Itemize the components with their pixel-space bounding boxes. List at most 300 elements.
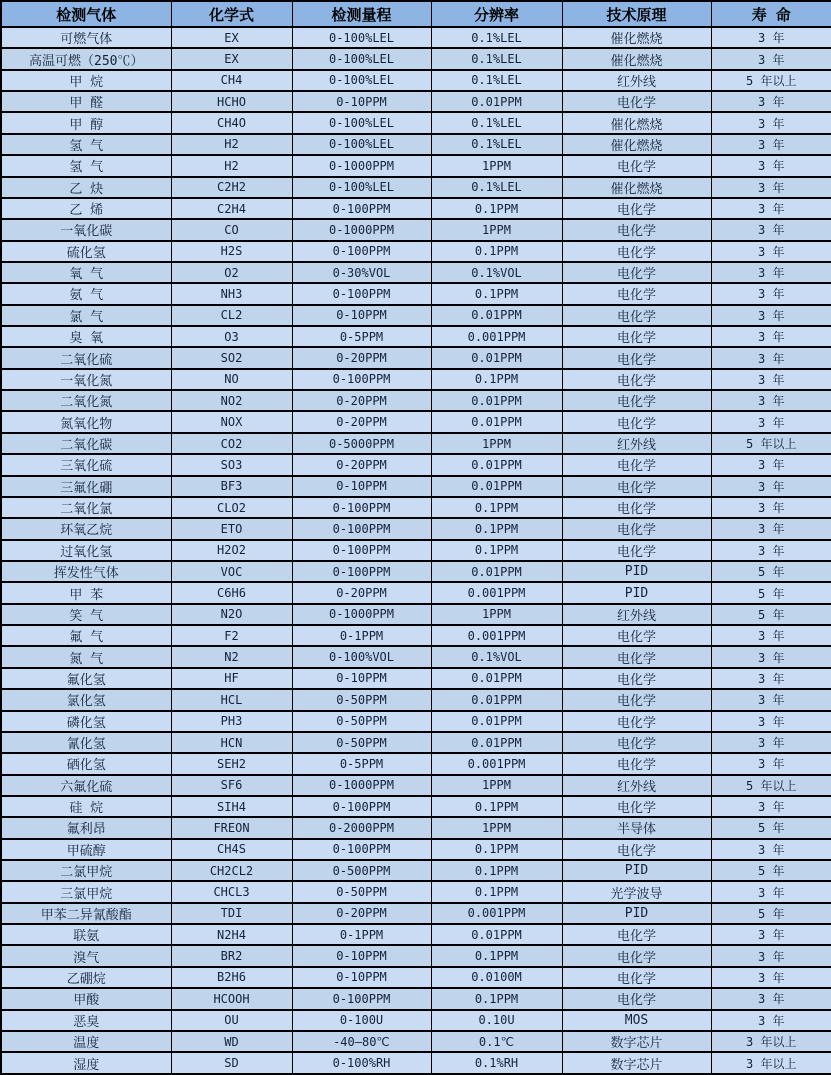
range-cell: 0-50PPM (292, 689, 431, 710)
table-row (1, 112, 831, 133)
lifespan-cell: 3 年 (711, 711, 831, 732)
resolution-cell: 0.1%LEL (431, 70, 562, 91)
table-row (1, 753, 831, 774)
range-cell: 0-20PPM (292, 411, 431, 432)
lifespan-cell: 5 年 (711, 582, 831, 603)
table-row (1, 881, 831, 902)
principle-cell: 红外线 (562, 433, 711, 454)
lifespan-cell: 3 年 (711, 924, 831, 945)
formula-cell: SD (171, 1052, 292, 1074)
lifespan-cell: 3 年 (711, 411, 831, 432)
lifespan-cell: 3 年 (711, 305, 831, 326)
range-cell: 0-1000PPM (292, 604, 431, 625)
principle-cell: 电化学 (562, 967, 711, 988)
principle-cell: 电化学 (562, 326, 711, 347)
resolution-cell: 0.01PPM (431, 689, 562, 710)
resolution-cell: 1PPM (431, 775, 562, 796)
principle-cell: 电化学 (562, 518, 711, 539)
formula-cell: HCL (171, 689, 292, 710)
lifespan-cell: 5 年 (711, 903, 831, 924)
principle-cell: 催化燃烧 (562, 27, 711, 48)
principle-cell: 电化学 (562, 668, 711, 689)
lifespan-cell: 3 年 (711, 988, 831, 1009)
principle-cell: 电化学 (562, 540, 711, 561)
formula-cell: NO (171, 369, 292, 390)
header-cell-lifespan: 寿 命 (711, 1, 831, 27)
table-row (1, 668, 831, 689)
lifespan-cell: 3 年 (711, 27, 831, 48)
principle-cell: 电化学 (562, 305, 711, 326)
table-row (1, 497, 831, 518)
gas-cell: 三氯甲烷 (1, 881, 171, 902)
range-cell: 0-20PPM (292, 347, 431, 368)
gas-cell: 六氟化硫 (1, 775, 171, 796)
range-cell: 0-100PPM (292, 369, 431, 390)
range-cell: 0-100%LEL (292, 177, 431, 198)
range-cell: 0-1000PPM (292, 155, 431, 176)
table-row (1, 433, 831, 454)
range-cell: 0-100%LEL (292, 48, 431, 69)
range-cell: 0-100%LEL (292, 27, 431, 48)
resolution-cell: 1PPM (431, 817, 562, 838)
gas-cell: 溴气 (1, 945, 171, 966)
lifespan-cell: 3 年 (711, 1010, 831, 1031)
formula-cell: PH3 (171, 711, 292, 732)
resolution-cell: 0.1%LEL (431, 48, 562, 69)
gas-cell: 二氯甲烷 (1, 860, 171, 881)
gas-cell: 三氟化硼 (1, 476, 171, 497)
table-row (1, 839, 831, 860)
resolution-cell: 0.01PPM (431, 732, 562, 753)
lifespan-cell: 3 年 (711, 945, 831, 966)
table-row (1, 732, 831, 753)
formula-cell: SEH2 (171, 753, 292, 774)
range-cell: 0-100PPM (292, 283, 431, 304)
resolution-cell: 0.1%LEL (431, 134, 562, 155)
principle-cell: 电化学 (562, 753, 711, 774)
lifespan-cell: 3 年 (711, 347, 831, 368)
formula-cell: CL2 (171, 305, 292, 326)
range-cell: 0-10PPM (292, 668, 431, 689)
formula-cell: N2H4 (171, 924, 292, 945)
lifespan-cell: 3 年 (711, 625, 831, 646)
resolution-cell: 0.1PPM (431, 839, 562, 860)
resolution-cell: 0.1%RH (431, 1052, 562, 1074)
principle-cell: 电化学 (562, 625, 711, 646)
table-row (1, 91, 831, 112)
principle-cell: 电化学 (562, 732, 711, 753)
resolution-cell: 0.001PPM (431, 326, 562, 347)
lifespan-cell: 5 年以上 (711, 775, 831, 796)
range-cell: 0-100PPM (292, 540, 431, 561)
gas-cell: 氢 气 (1, 155, 171, 176)
principle-cell: 电化学 (562, 347, 711, 368)
principle-cell: 电化学 (562, 411, 711, 432)
resolution-cell: 0.1%LEL (431, 112, 562, 133)
formula-cell: EX (171, 27, 292, 48)
resolution-cell: 0.1PPM (431, 518, 562, 539)
formula-cell: H2O2 (171, 540, 292, 561)
gas-cell: 氟 气 (1, 625, 171, 646)
resolution-cell: 0.1%LEL (431, 27, 562, 48)
principle-cell: 电化学 (562, 198, 711, 219)
gas-cell: 湿度 (1, 1052, 171, 1074)
resolution-cell: 1PPM (431, 433, 562, 454)
principle-cell: 电化学 (562, 689, 711, 710)
principle-cell: 红外线 (562, 775, 711, 796)
principle-cell: PID (562, 561, 711, 582)
lifespan-cell: 5 年以上 (711, 433, 831, 454)
principle-cell: 催化燃烧 (562, 112, 711, 133)
principle-cell: 电化学 (562, 476, 711, 497)
range-cell: 0-100%LEL (292, 112, 431, 133)
resolution-cell: 1PPM (431, 604, 562, 625)
range-cell: 0-50PPM (292, 711, 431, 732)
lifespan-cell: 3 年 (711, 518, 831, 539)
gas-cell: 氟利昂 (1, 817, 171, 838)
table-row (1, 518, 831, 539)
resolution-cell: 0.1PPM (431, 860, 562, 881)
lifespan-cell: 3 年 (711, 540, 831, 561)
table-row (1, 262, 831, 283)
gas-cell: 二氧化碳 (1, 433, 171, 454)
gas-cell: 臭 氧 (1, 326, 171, 347)
formula-cell: N2O (171, 604, 292, 625)
lifespan-cell: 3 年 (711, 241, 831, 262)
gas-cell: 可燃气体 (1, 27, 171, 48)
lifespan-cell: 3 年 (711, 326, 831, 347)
principle-cell: PID (562, 903, 711, 924)
formula-cell: HF (171, 668, 292, 689)
range-cell: 0-100PPM (292, 561, 431, 582)
principle-cell: 电化学 (562, 924, 711, 945)
range-cell: 0-100%RH (292, 1052, 431, 1074)
resolution-cell: 0.01PPM (431, 411, 562, 432)
gas-cell: 过氧化氢 (1, 540, 171, 561)
table-row (1, 155, 831, 176)
lifespan-cell: 3 年 (711, 668, 831, 689)
gas-cell: 甲 醇 (1, 112, 171, 133)
table-row (1, 924, 831, 945)
gas-cell: 氟化氢 (1, 668, 171, 689)
range-cell: 0-30%VOL (292, 262, 431, 283)
formula-cell: HCN (171, 732, 292, 753)
gas-cell: 氨 气 (1, 283, 171, 304)
gas-cell: 氰化氢 (1, 732, 171, 753)
resolution-cell: 0.1%VOL (431, 646, 562, 667)
formula-cell: F2 (171, 625, 292, 646)
gas-cell: 氧 气 (1, 262, 171, 283)
gas-cell: 二氧化氯 (1, 497, 171, 518)
lifespan-cell: 5 年以上 (711, 70, 831, 91)
gas-cell: 甲 烷 (1, 70, 171, 91)
table-row (1, 411, 831, 432)
table-row (1, 945, 831, 966)
principle-cell: 催化燃烧 (562, 134, 711, 155)
range-cell: 0-20PPM (292, 903, 431, 924)
formula-cell: B2H6 (171, 967, 292, 988)
table-row (1, 775, 831, 796)
formula-cell: CH4O (171, 112, 292, 133)
principle-cell: 催化燃烧 (562, 177, 711, 198)
resolution-cell: 0.01PPM (431, 561, 562, 582)
range-cell: 0-500PPM (292, 860, 431, 881)
formula-cell: NO2 (171, 390, 292, 411)
gas-cell: 氯化氢 (1, 689, 171, 710)
header-cell-range: 检测量程 (292, 1, 431, 27)
formula-cell: CLO2 (171, 497, 292, 518)
range-cell: 0-100PPM (292, 839, 431, 860)
range-cell: 0-100U (292, 1010, 431, 1031)
formula-cell: C2H4 (171, 198, 292, 219)
range-cell: 0-20PPM (292, 582, 431, 603)
range-cell: 0-5PPM (292, 326, 431, 347)
resolution-cell: 0.01PPM (431, 454, 562, 475)
principle-cell: MOS (562, 1010, 711, 1031)
range-cell: 0-100PPM (292, 518, 431, 539)
range-cell: 0-10PPM (292, 945, 431, 966)
lifespan-cell: 3 年 (711, 134, 831, 155)
range-cell: 0-5PPM (292, 753, 431, 774)
principle-cell: 数字芯片 (562, 1052, 711, 1074)
principle-cell: 电化学 (562, 646, 711, 667)
principle-cell: 电化学 (562, 945, 711, 966)
table-row (1, 582, 831, 603)
range-cell: 0-1PPM (292, 625, 431, 646)
lifespan-cell: 5 年 (711, 561, 831, 582)
lifespan-cell: 3 年 (711, 967, 831, 988)
gas-cell: 一氧化碳 (1, 219, 171, 240)
gas-cell: 甲硫醇 (1, 839, 171, 860)
range-cell: 0-10PPM (292, 305, 431, 326)
lifespan-cell: 3 年 (711, 689, 831, 710)
formula-cell: FREON (171, 817, 292, 838)
gas-cell: 磷化氢 (1, 711, 171, 732)
principle-cell: 电化学 (562, 390, 711, 411)
resolution-cell: 0.01PPM (431, 711, 562, 732)
range-cell: 0-50PPM (292, 881, 431, 902)
lifespan-cell: 3 年 (711, 177, 831, 198)
lifespan-cell: 3 年 (711, 48, 831, 69)
lifespan-cell: 3 年 (711, 219, 831, 240)
resolution-cell: 0.01PPM (431, 91, 562, 112)
gas-cell: 温度 (1, 1031, 171, 1052)
formula-cell: HCHO (171, 91, 292, 112)
table-row (1, 390, 831, 411)
table-row (1, 817, 831, 838)
formula-cell: CH4S (171, 839, 292, 860)
formula-cell: WD (171, 1031, 292, 1052)
principle-cell: 红外线 (562, 604, 711, 625)
formula-cell: BF3 (171, 476, 292, 497)
range-cell: 0-1PPM (292, 924, 431, 945)
formula-cell: TDI (171, 903, 292, 924)
principle-cell: 电化学 (562, 839, 711, 860)
range-cell: 0-100%VOL (292, 646, 431, 667)
lifespan-cell: 3 年 (711, 454, 831, 475)
resolution-cell: 0.1%VOL (431, 262, 562, 283)
header-cell-resolution: 分辨率 (431, 1, 562, 27)
principle-cell: 电化学 (562, 155, 711, 176)
resolution-cell: 0.1PPM (431, 988, 562, 1009)
formula-cell: CH4 (171, 70, 292, 91)
resolution-cell: 0.01PPM (431, 668, 562, 689)
resolution-cell: 0.1PPM (431, 796, 562, 817)
range-cell: 0-100%LEL (292, 70, 431, 91)
resolution-cell: 0.1PPM (431, 881, 562, 902)
resolution-cell: 0.1%LEL (431, 177, 562, 198)
principle-cell: 电化学 (562, 796, 711, 817)
lifespan-cell: 3 年以上 (711, 1052, 831, 1074)
table-row (1, 967, 831, 988)
lifespan-cell: 3 年 (711, 839, 831, 860)
principle-cell: 电化学 (562, 497, 711, 518)
gas-cell: 甲酸 (1, 988, 171, 1009)
formula-cell: O3 (171, 326, 292, 347)
resolution-cell: 0.001PPM (431, 582, 562, 603)
gas-cell: 甲 醛 (1, 91, 171, 112)
table-row (1, 369, 831, 390)
header-cell-gas: 检测气体 (1, 1, 171, 27)
principle-cell: 光学波导 (562, 881, 711, 902)
resolution-cell: 0.1PPM (431, 945, 562, 966)
gas-cell: 硅 烷 (1, 796, 171, 817)
resolution-cell: 0.1℃ (431, 1031, 562, 1052)
principle-cell: 电化学 (562, 241, 711, 262)
lifespan-cell: 3 年 (711, 796, 831, 817)
table-row (1, 796, 831, 817)
formula-cell: SO2 (171, 347, 292, 368)
formula-cell: H2 (171, 155, 292, 176)
resolution-cell: 0.001PPM (431, 625, 562, 646)
gas-cell: 氮 气 (1, 646, 171, 667)
gas-cell: 氢 气 (1, 134, 171, 155)
range-cell: 0-100PPM (292, 198, 431, 219)
gas-cell: 氯 气 (1, 305, 171, 326)
header-cell-principle: 技术原理 (562, 1, 711, 27)
table-row (1, 1031, 831, 1052)
gas-cell: 挥发性气体 (1, 561, 171, 582)
formula-cell: NOX (171, 411, 292, 432)
table-row (1, 326, 831, 347)
formula-cell: BR2 (171, 945, 292, 966)
formula-cell: SO3 (171, 454, 292, 475)
gas-cell: 三氧化硫 (1, 454, 171, 475)
formula-cell: C2H2 (171, 177, 292, 198)
table-row (1, 305, 831, 326)
lifespan-cell: 3 年 (711, 390, 831, 411)
gas-cell: 联氨 (1, 924, 171, 945)
table-row (1, 48, 831, 69)
resolution-cell: 0.1PPM (431, 241, 562, 262)
resolution-cell: 0.0100M (431, 967, 562, 988)
gas-cell: 氮氧化物 (1, 411, 171, 432)
range-cell: 0-100PPM (292, 796, 431, 817)
table-row (1, 903, 831, 924)
principle-cell: 电化学 (562, 219, 711, 240)
table-row (1, 625, 831, 646)
principle-cell: 电化学 (562, 262, 711, 283)
table-row (1, 219, 831, 240)
table-row (1, 241, 831, 262)
table-row (1, 134, 831, 155)
lifespan-cell: 3 年 (711, 476, 831, 497)
gas-cell: 恶臭 (1, 1010, 171, 1031)
principle-cell: 半导体 (562, 817, 711, 838)
principle-cell: 电化学 (562, 369, 711, 390)
table-row (1, 604, 831, 625)
gas-cell: 硫化氢 (1, 241, 171, 262)
resolution-cell: 0.01PPM (431, 347, 562, 368)
principle-cell: 电化学 (562, 91, 711, 112)
range-cell: -40—80℃ (292, 1031, 431, 1052)
resolution-cell: 0.01PPM (431, 924, 562, 945)
formula-cell: EX (171, 48, 292, 69)
formula-cell: H2S (171, 241, 292, 262)
table-body (1, 27, 831, 1074)
header-row (1, 1, 831, 27)
lifespan-cell: 3 年 (711, 753, 831, 774)
formula-cell: SIH4 (171, 796, 292, 817)
table-row (1, 476, 831, 497)
lifespan-cell: 3 年 (711, 732, 831, 753)
range-cell: 0-1000PPM (292, 775, 431, 796)
gas-cell: 乙 烯 (1, 198, 171, 219)
lifespan-cell: 3 年 (711, 91, 831, 112)
range-cell: 0-20PPM (292, 454, 431, 475)
resolution-cell: 0.1PPM (431, 283, 562, 304)
range-cell: 0-20PPM (292, 390, 431, 411)
range-cell: 0-100PPM (292, 497, 431, 518)
lifespan-cell: 3 年 (711, 646, 831, 667)
principle-cell: PID (562, 582, 711, 603)
resolution-cell: 0.01PPM (431, 390, 562, 411)
range-cell: 0-100%LEL (292, 134, 431, 155)
range-cell: 0-10PPM (292, 967, 431, 988)
formula-cell: O2 (171, 262, 292, 283)
header-cell-formula: 化学式 (171, 1, 292, 27)
table-row (1, 561, 831, 582)
lifespan-cell: 3 年 (711, 112, 831, 133)
lifespan-cell: 3 年 (711, 283, 831, 304)
formula-cell: C6H6 (171, 582, 292, 603)
principle-cell: 电化学 (562, 283, 711, 304)
formula-cell: CHCL3 (171, 881, 292, 902)
lifespan-cell: 3 年以上 (711, 1031, 831, 1052)
gas-cell: 硒化氢 (1, 753, 171, 774)
range-cell: 0-1000PPM (292, 219, 431, 240)
principle-cell: 电化学 (562, 454, 711, 475)
formula-cell: CO2 (171, 433, 292, 454)
formula-cell: SF6 (171, 775, 292, 796)
resolution-cell: 0.01PPM (431, 476, 562, 497)
resolution-cell: 0.01PPM (431, 305, 562, 326)
range-cell: 0-5000PPM (292, 433, 431, 454)
formula-cell: OU (171, 1010, 292, 1031)
table-row (1, 70, 831, 91)
resolution-cell: 0.1PPM (431, 497, 562, 518)
table-row (1, 540, 831, 561)
principle-cell: 红外线 (562, 70, 711, 91)
formula-cell: N2 (171, 646, 292, 667)
range-cell: 0-10PPM (292, 91, 431, 112)
lifespan-cell: 5 年 (711, 860, 831, 881)
lifespan-cell: 3 年 (711, 497, 831, 518)
table-row (1, 27, 831, 48)
formula-cell: HCOOH (171, 988, 292, 1009)
formula-cell: ETO (171, 518, 292, 539)
formula-cell: NH3 (171, 283, 292, 304)
